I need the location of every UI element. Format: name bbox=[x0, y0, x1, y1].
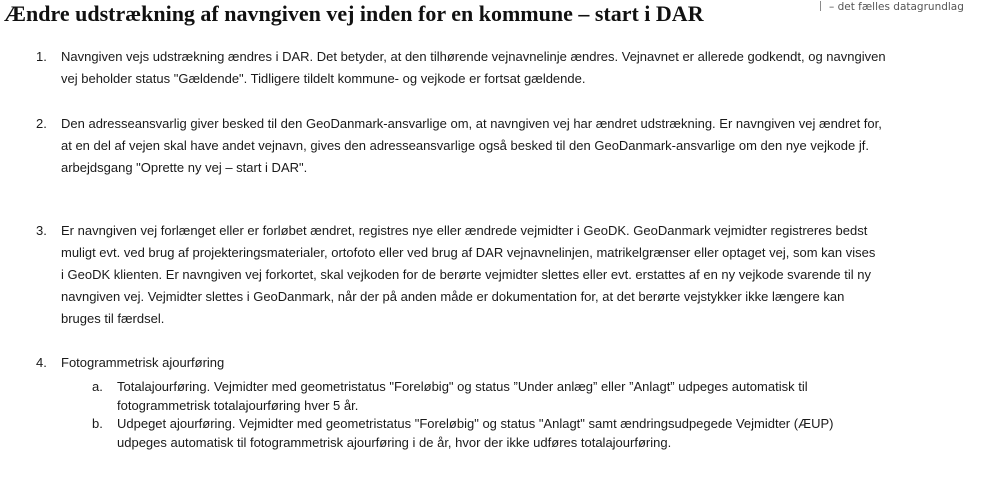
text-line: at en del af vejen skal have andet vejnavn, gives den adresseansvarlige også besked til den GeoDanmark-ansvarlige om den nye vejkode jf. bbox=[61, 138, 869, 153]
list-number: 3. bbox=[36, 223, 47, 238]
list-item-text bbox=[61, 352, 981, 374]
brand-tagline bbox=[820, 0, 1004, 16]
text-line: arbejdsgang "Oprette ny vej – start i DAR". bbox=[61, 160, 308, 175]
list-number: 4. bbox=[36, 355, 47, 370]
text-line: Udpeget ajourføring. Vejmidter med geometristatus "Foreløbig" og status "Anlagt" samt ændringsudpegede Vejmidter (ÆUP) bbox=[117, 416, 834, 431]
list-item-text bbox=[61, 220, 981, 330]
sub-item-text bbox=[117, 414, 977, 452]
sub-letter: a. bbox=[92, 379, 103, 394]
text-line: Fotogrammetrisk ajourføring bbox=[61, 355, 225, 370]
text-line: Navngiven vejs udstrækning ændres i DAR. Det betyder, at den tilhørende vejnavnelinje ændres. Vejnavnet er allerede godkendt, og navngiven bbox=[61, 49, 886, 64]
text-line: Den adresseansvarlig giver besked til den GeoDanmark-ansvarlige om, at navngiven vej har ændret udstrækning. Er navngiven vej ændret for, bbox=[61, 116, 882, 131]
page-title: Ændre udstrækning af navngiven vej inden for en kommune – start i DAR bbox=[4, 1, 704, 26]
sub-letter: b. bbox=[92, 416, 103, 431]
sub-item-text bbox=[117, 377, 977, 415]
text-line: i GeoDK klienten. Er navngiven vej forkortet, skal vejkoden for de berørte vejmidter slettes eller evt. erstattes af en ny vejkode svarende til ny bbox=[61, 267, 871, 282]
list-number: 2. bbox=[36, 116, 47, 131]
text-line: bruges til færdsel. bbox=[61, 311, 165, 326]
text-line: vej beholder status "Gældende". Tidligere tildelt kommune- og vejkode er fortsat gældende. bbox=[61, 71, 586, 86]
brand-divider bbox=[820, 1, 821, 11]
text-line: Er navngiven vej forlænget eller er forløbet ændret, registres nye eller ændrede vejmidter i GeoDK. GeoDanmark vejmidter registreres bedst bbox=[61, 223, 868, 238]
brand-text: – det fælles datagrundlag bbox=[829, 1, 964, 13]
list-number: 1. bbox=[36, 49, 47, 64]
text-line: udpeges automatisk til fotogrammetrisk ajourføring i de år, hvor der ikke udføres totalajourføring. bbox=[117, 435, 672, 450]
list-item-text bbox=[61, 113, 981, 179]
text-line: navngiven vej. Vejmidter slettes i GeoDanmark, når der på anden måde er dokumentation for, at det berørte vejstykker ikke længere kan bbox=[61, 289, 845, 304]
text-line: Totalajourføring. Vejmidter med geometristatus "Foreløbig" og status ”Under anlæg” eller ”Anlagt” udpeges automatisk til bbox=[117, 379, 808, 394]
list-item-text bbox=[61, 46, 981, 90]
text-line: muligt evt. ved brug af projekteringsmaterialer, ortofoto eller ved brug af DAR vejnavnelinjen, matrikelgrænser eller optaget vej, som kan vises bbox=[61, 245, 876, 260]
text-line: fotogrammetrisk totalajourføring hver 5 år. bbox=[117, 398, 359, 413]
